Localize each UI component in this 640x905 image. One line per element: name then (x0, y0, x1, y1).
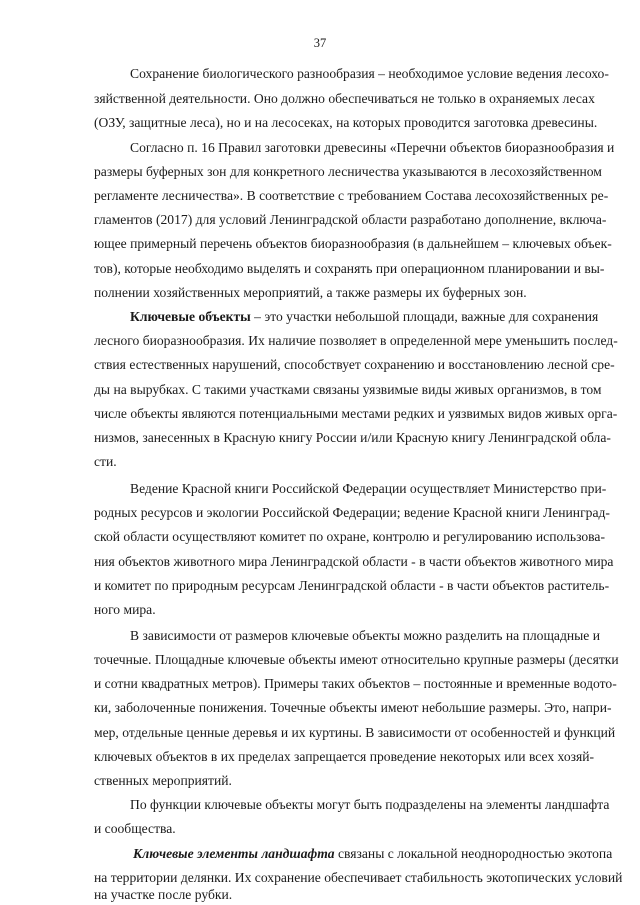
text-line: ской области осуществляют комитет по охране, контролю и регулированию использова- (94, 529, 605, 544)
text-line: зяйственной деятельности. Оно должно обеспечиваться не только в охраняемых лесах (94, 91, 595, 106)
text-line: мер, отдельные ценные деревья и их куртины. В зависимости от особенностей и функций (94, 725, 616, 740)
text-line: и комитет по природным ресурсам Ленинградской области - в части объектов раститель- (94, 578, 610, 593)
text-line: точечные. Площадные ключевые объекты имеют относительно крупные размеры (десятки (94, 652, 619, 667)
text-line: Ключевые объекты – это участки небольшой площади, важные для сохранения (130, 309, 599, 324)
text-line: Ключевые элементы ландшафта связаны с локальной неоднородностью экотопа (133, 846, 613, 861)
text-line: низмов, занесенных в Красную книгу России и/или Красную книгу Ленинградской обла- (94, 430, 611, 445)
text-line: ствия естественных нарушений, способствует сохранению и восстановлению лесной сре- (94, 357, 615, 372)
text-line: и сообщества. (94, 821, 176, 836)
text-line: на территории делянки. Их сохранение обеспечивает стабильность экотопических условий (94, 870, 623, 885)
text-line: (ОЗУ, защитные леса), но и на лесосеках, на которых проводится заготовка древесины. (94, 115, 598, 130)
text-line: гламентов (2017) для условий Ленинградской области разработано дополнение, включа- (94, 212, 607, 227)
text-line: ключевых объектов в их пределах запрещается проведение некоторых или всех хозяй- (94, 749, 595, 764)
text-line: родных ресурсов и экологии Российской Федерации; ведение Красной книги Ленинград- (94, 505, 610, 520)
text-line: числе объекты являются потенциальными местами редких и уязвимых видов живых орга- (94, 406, 618, 421)
text-line: Согласно п. 16 Правил заготовки древесины «Перечни объектов биоразнообразия и (130, 140, 615, 155)
text-line: ки, заболоченные понижения. Точечные объекты имеют небольшие размеры. Это, напри- (94, 700, 612, 715)
text-line: ющее примерный перечень объектов биоразнообразия (в дальнейшем – ключевых объек- (94, 236, 612, 251)
text-line: и сотни квадратных метров). Примеры таких объектов – постоянные и временные водото- (94, 676, 617, 691)
text-line: размеры буферных зон для конкретного лесничества указываются в лесохозяйственном (94, 164, 602, 179)
text-line: ного мира. (94, 602, 156, 617)
text-line: ственных мероприятий. (94, 773, 232, 788)
text-line: сти. (94, 454, 117, 469)
text-line: лесного биоразнообразия. Их наличие позволяет в определенной мере уменьшить послед- (94, 333, 618, 348)
text-line: ды на вырубках. С такими участками связаны уязвимые виды живых организмов, в том (94, 382, 602, 397)
text-line: По функции ключевые объекты могут быть подразделены на элементы ландшафта (130, 797, 610, 812)
page-number: 37 (313, 36, 327, 50)
text-line: регламенте лесничества». В соответствие с требованием Состава лесохозяйственных ре- (94, 188, 609, 203)
text-line: тов), которые необходимо выделять и сохранять при операционном планировании и вы- (94, 261, 605, 276)
text-line: Ведение Красной книги Российской Федерации осуществляет Министерство при- (130, 481, 607, 496)
text-line: В зависимости от размеров ключевые объекты можно разделить на площадные и (130, 628, 600, 643)
text-line: Сохранение биологического разнообразия – необходимое условие ведения лесохо- (130, 66, 609, 81)
text-line: на участке после рубки. (94, 887, 233, 902)
text-line: ния объектов животного мира Ленинградской области - в части объектов животного мира (94, 554, 614, 569)
landscape-elements-term: Ключевые элементы ландшафта (133, 846, 335, 861)
text-line: полнении хозяйственных мероприятий, а также размеры их буферных зон. (94, 285, 527, 300)
key-objects-term: Ключевые объекты (130, 309, 251, 324)
